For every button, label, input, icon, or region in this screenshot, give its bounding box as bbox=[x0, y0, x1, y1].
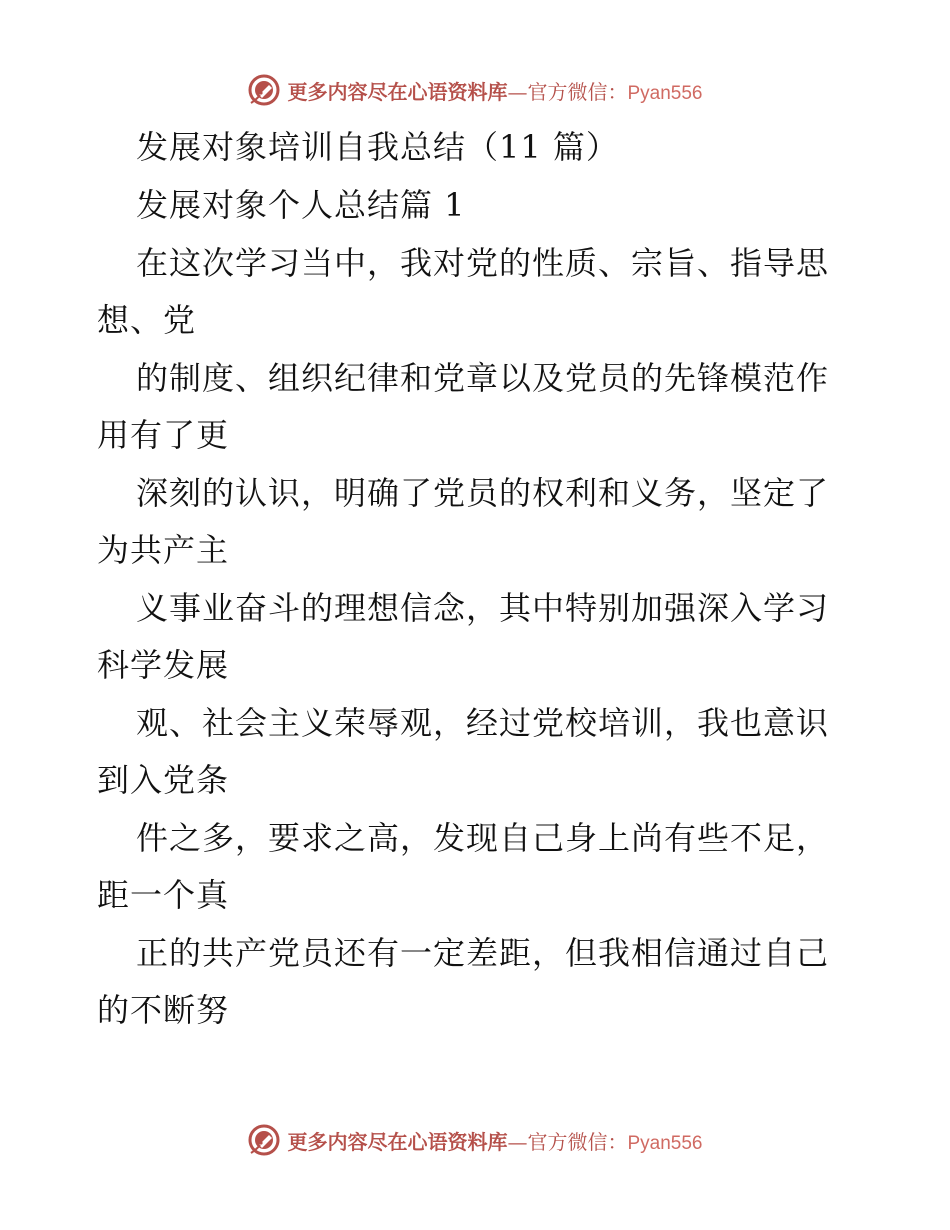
paragraph-line: 科学发展 bbox=[97, 646, 230, 684]
paragraph-line: 距一个真 bbox=[97, 876, 230, 914]
banner-separator: — bbox=[507, 1129, 528, 1154]
paragraph-line: 观、社会主义荣辱观，经过党校培训，我也意识 bbox=[136, 704, 830, 742]
paragraph-line: 深刻的认识，明确了党员的权利和义务，坚定了 bbox=[136, 474, 830, 512]
banner-wechat-id: Pyan556 bbox=[627, 82, 703, 104]
banner-text bbox=[287, 76, 702, 105]
paragraph-line: 到入党条 bbox=[97, 761, 230, 799]
paragraph-line: 为共产主 bbox=[97, 531, 230, 569]
paragraph-line: 在这次学习当中，我对党的性质、宗旨、指导思 bbox=[136, 244, 830, 282]
paragraph-line: 想、党 bbox=[97, 301, 197, 339]
paragraph-line: 正的共产党员还有一定差距，但我相信通过自己 bbox=[136, 934, 830, 972]
document-subtitle: 发展对象个人总结篇 1 bbox=[136, 186, 466, 224]
document-title: 发展对象培训自我总结（11 篇） bbox=[136, 128, 619, 166]
banner-separator: — bbox=[507, 79, 528, 104]
paragraph-line: 义事业奋斗的理想信念，其中特别加强深入学习 bbox=[136, 589, 830, 627]
paragraph-line: 件之多，要求之高，发现自己身上尚有些不足， bbox=[136, 819, 830, 857]
banner-wechat-label: 官方微信： bbox=[527, 1129, 628, 1154]
banner-wechat-label: 官方微信： bbox=[527, 79, 628, 104]
paragraph-line: 用有了更 bbox=[97, 416, 230, 454]
paragraph-line: 的制度、组织纪律和党章以及党员的先锋模范作 bbox=[136, 359, 830, 397]
banner-wechat-id: Pyan556 bbox=[627, 1132, 703, 1154]
banner-main-text: 更多内容尽在心语资料库 bbox=[287, 1129, 508, 1154]
footer-banner bbox=[0, 1120, 950, 1160]
pen-nib-logo-icon bbox=[247, 73, 281, 107]
banner-main-text: 更多内容尽在心语资料库 bbox=[287, 79, 508, 104]
pen-nib-logo-icon bbox=[247, 1123, 281, 1157]
banner-text bbox=[287, 1126, 702, 1155]
paragraph-line: 的不断努 bbox=[97, 991, 230, 1029]
header-banner bbox=[0, 70, 950, 110]
